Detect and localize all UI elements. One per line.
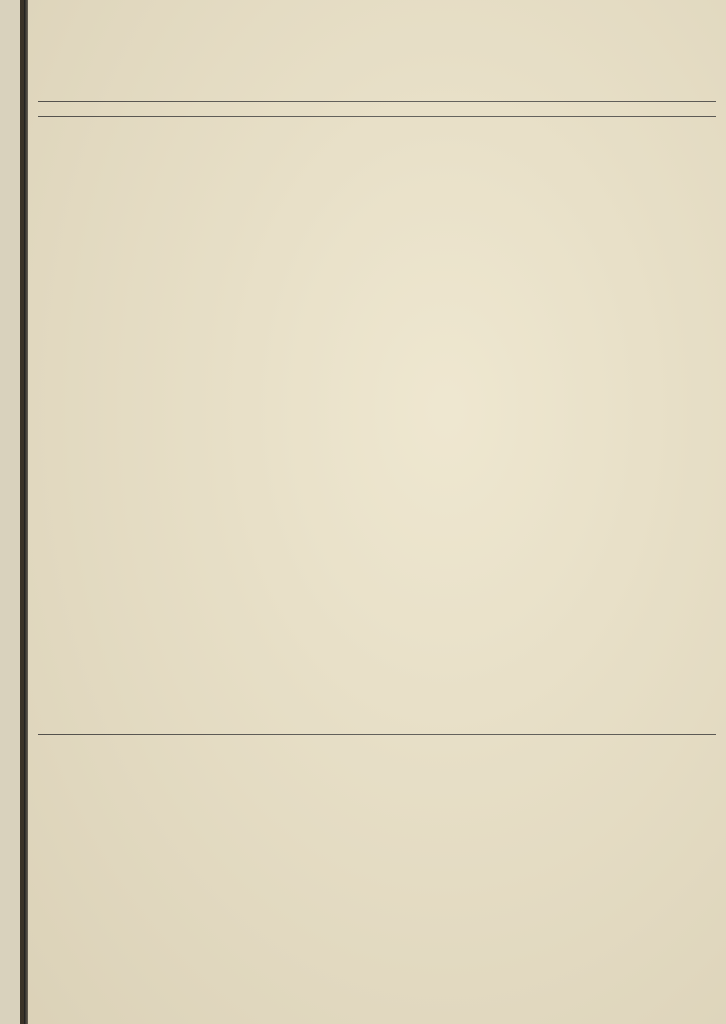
- dateline: [38, 103, 716, 115]
- newspaper-page: [28, 0, 726, 1024]
- bottom-rule: [38, 116, 716, 117]
- top-rule: [38, 101, 716, 102]
- previous-page-edge: [0, 0, 24, 1024]
- folletin-rule: [38, 734, 716, 735]
